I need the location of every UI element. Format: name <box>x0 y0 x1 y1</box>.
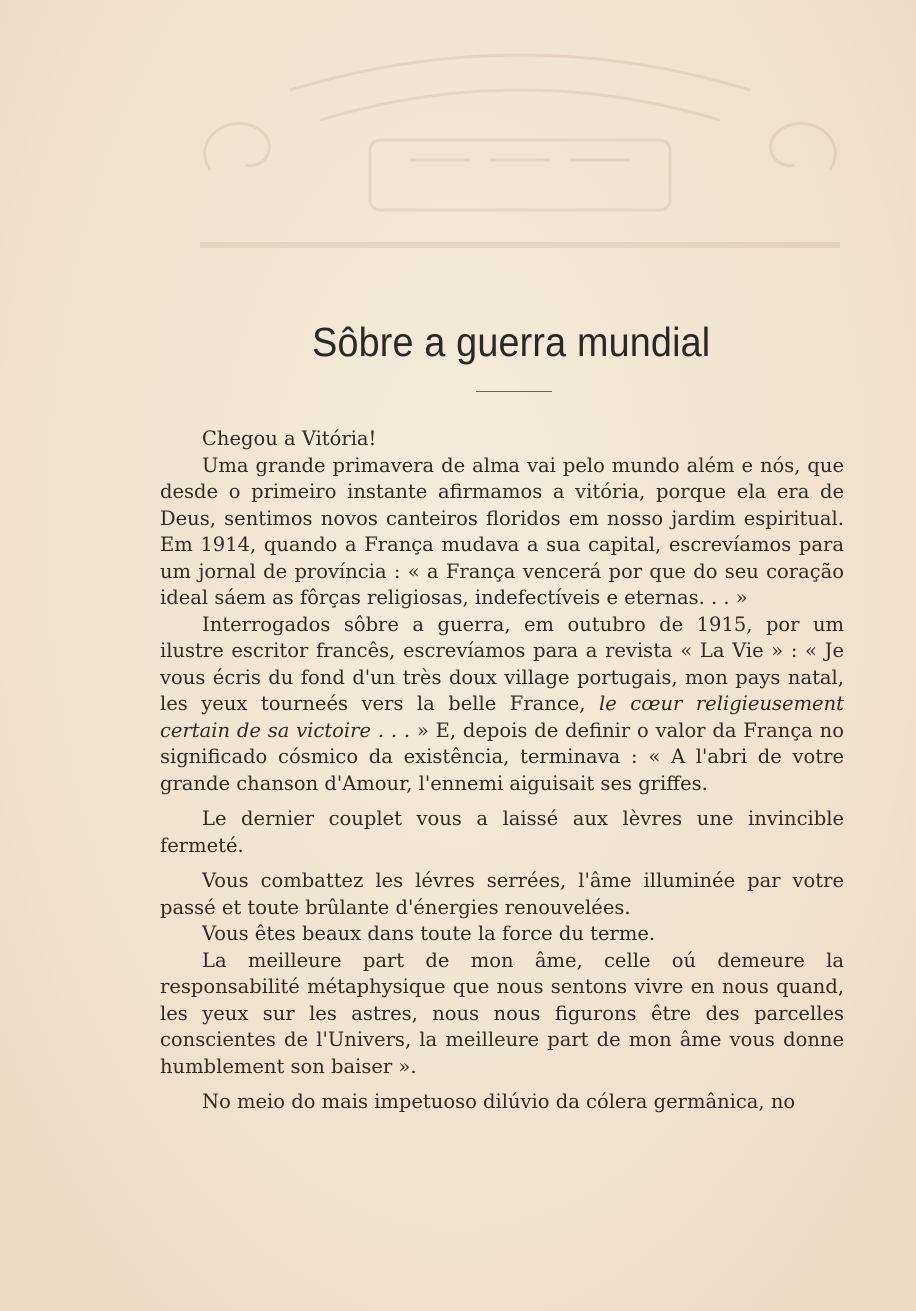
paragraph: Vous êtes beaux dans toute la force du terme. <box>202 922 656 945</box>
paragraph: La meilleure part de mon âme, celle oú demeure la responsabilité métaphysique que nous sentons vivre en nous quand, les yeux sur les astres, nous nous figurons être des parcelles conscientes de l'Univers, la meilleure part de mon âme vous donne humblement son baiser ». <box>160 948 844 1078</box>
paragraph-text: » E, depois de definir o valor da França no significado cósmico da existência, terminava : « A l'abri de votre grande chanson d'Amour, l'ennemi aiguisait ses griffes. <box>160 718 844 795</box>
decorative-ornament <box>170 30 870 270</box>
paragraph: No meio do mais impetuoso dilúvio da cólera germânica, no <box>202 1090 796 1113</box>
paragraph-text: Interrogados sôbre a guerra, em outubro de 1915, por um ilustre escritor francês, escrevíamos para a revista « La Vie » : « Je vous écris du fond d'un très doux village portugais, mon pays natal, les yeux tourneés vers la belle France, <box>160 612 844 715</box>
paragraph: Le dernier couplet vous a laissé aux lèvres une invincible fermeté. <box>160 807 844 857</box>
page-title: Sôbre a guerra mundial <box>312 319 711 366</box>
italic-quote: le cœur religieusement certain de sa victoire . . . <box>160 692 844 742</box>
paragraph <box>160 612 844 798</box>
paragraph: Chegou a Vitória! <box>202 427 377 450</box>
paragraph: Vous combattez les lévres serrées, l'âme illuminée par votre passé et toute brûlante d'énergies renouvelées. <box>160 869 844 919</box>
paragraph: Uma grande primavera de alma vai pelo mundo além e nós, que desde o primeiro instante afirmamos a vitória, porque ela era de Deus, sentimos novos canteiros floridos em nosso jardim espiritual. Em 1914, quando a França mudava a sua capital, escrevíamos para um jornal de província : « a França vencerá por que do seu coração ideal sáem as fôrças religiosas, indefectíveis e eternas. . . » <box>160 453 844 609</box>
article-body <box>160 426 844 1116</box>
title-divider <box>476 391 552 392</box>
